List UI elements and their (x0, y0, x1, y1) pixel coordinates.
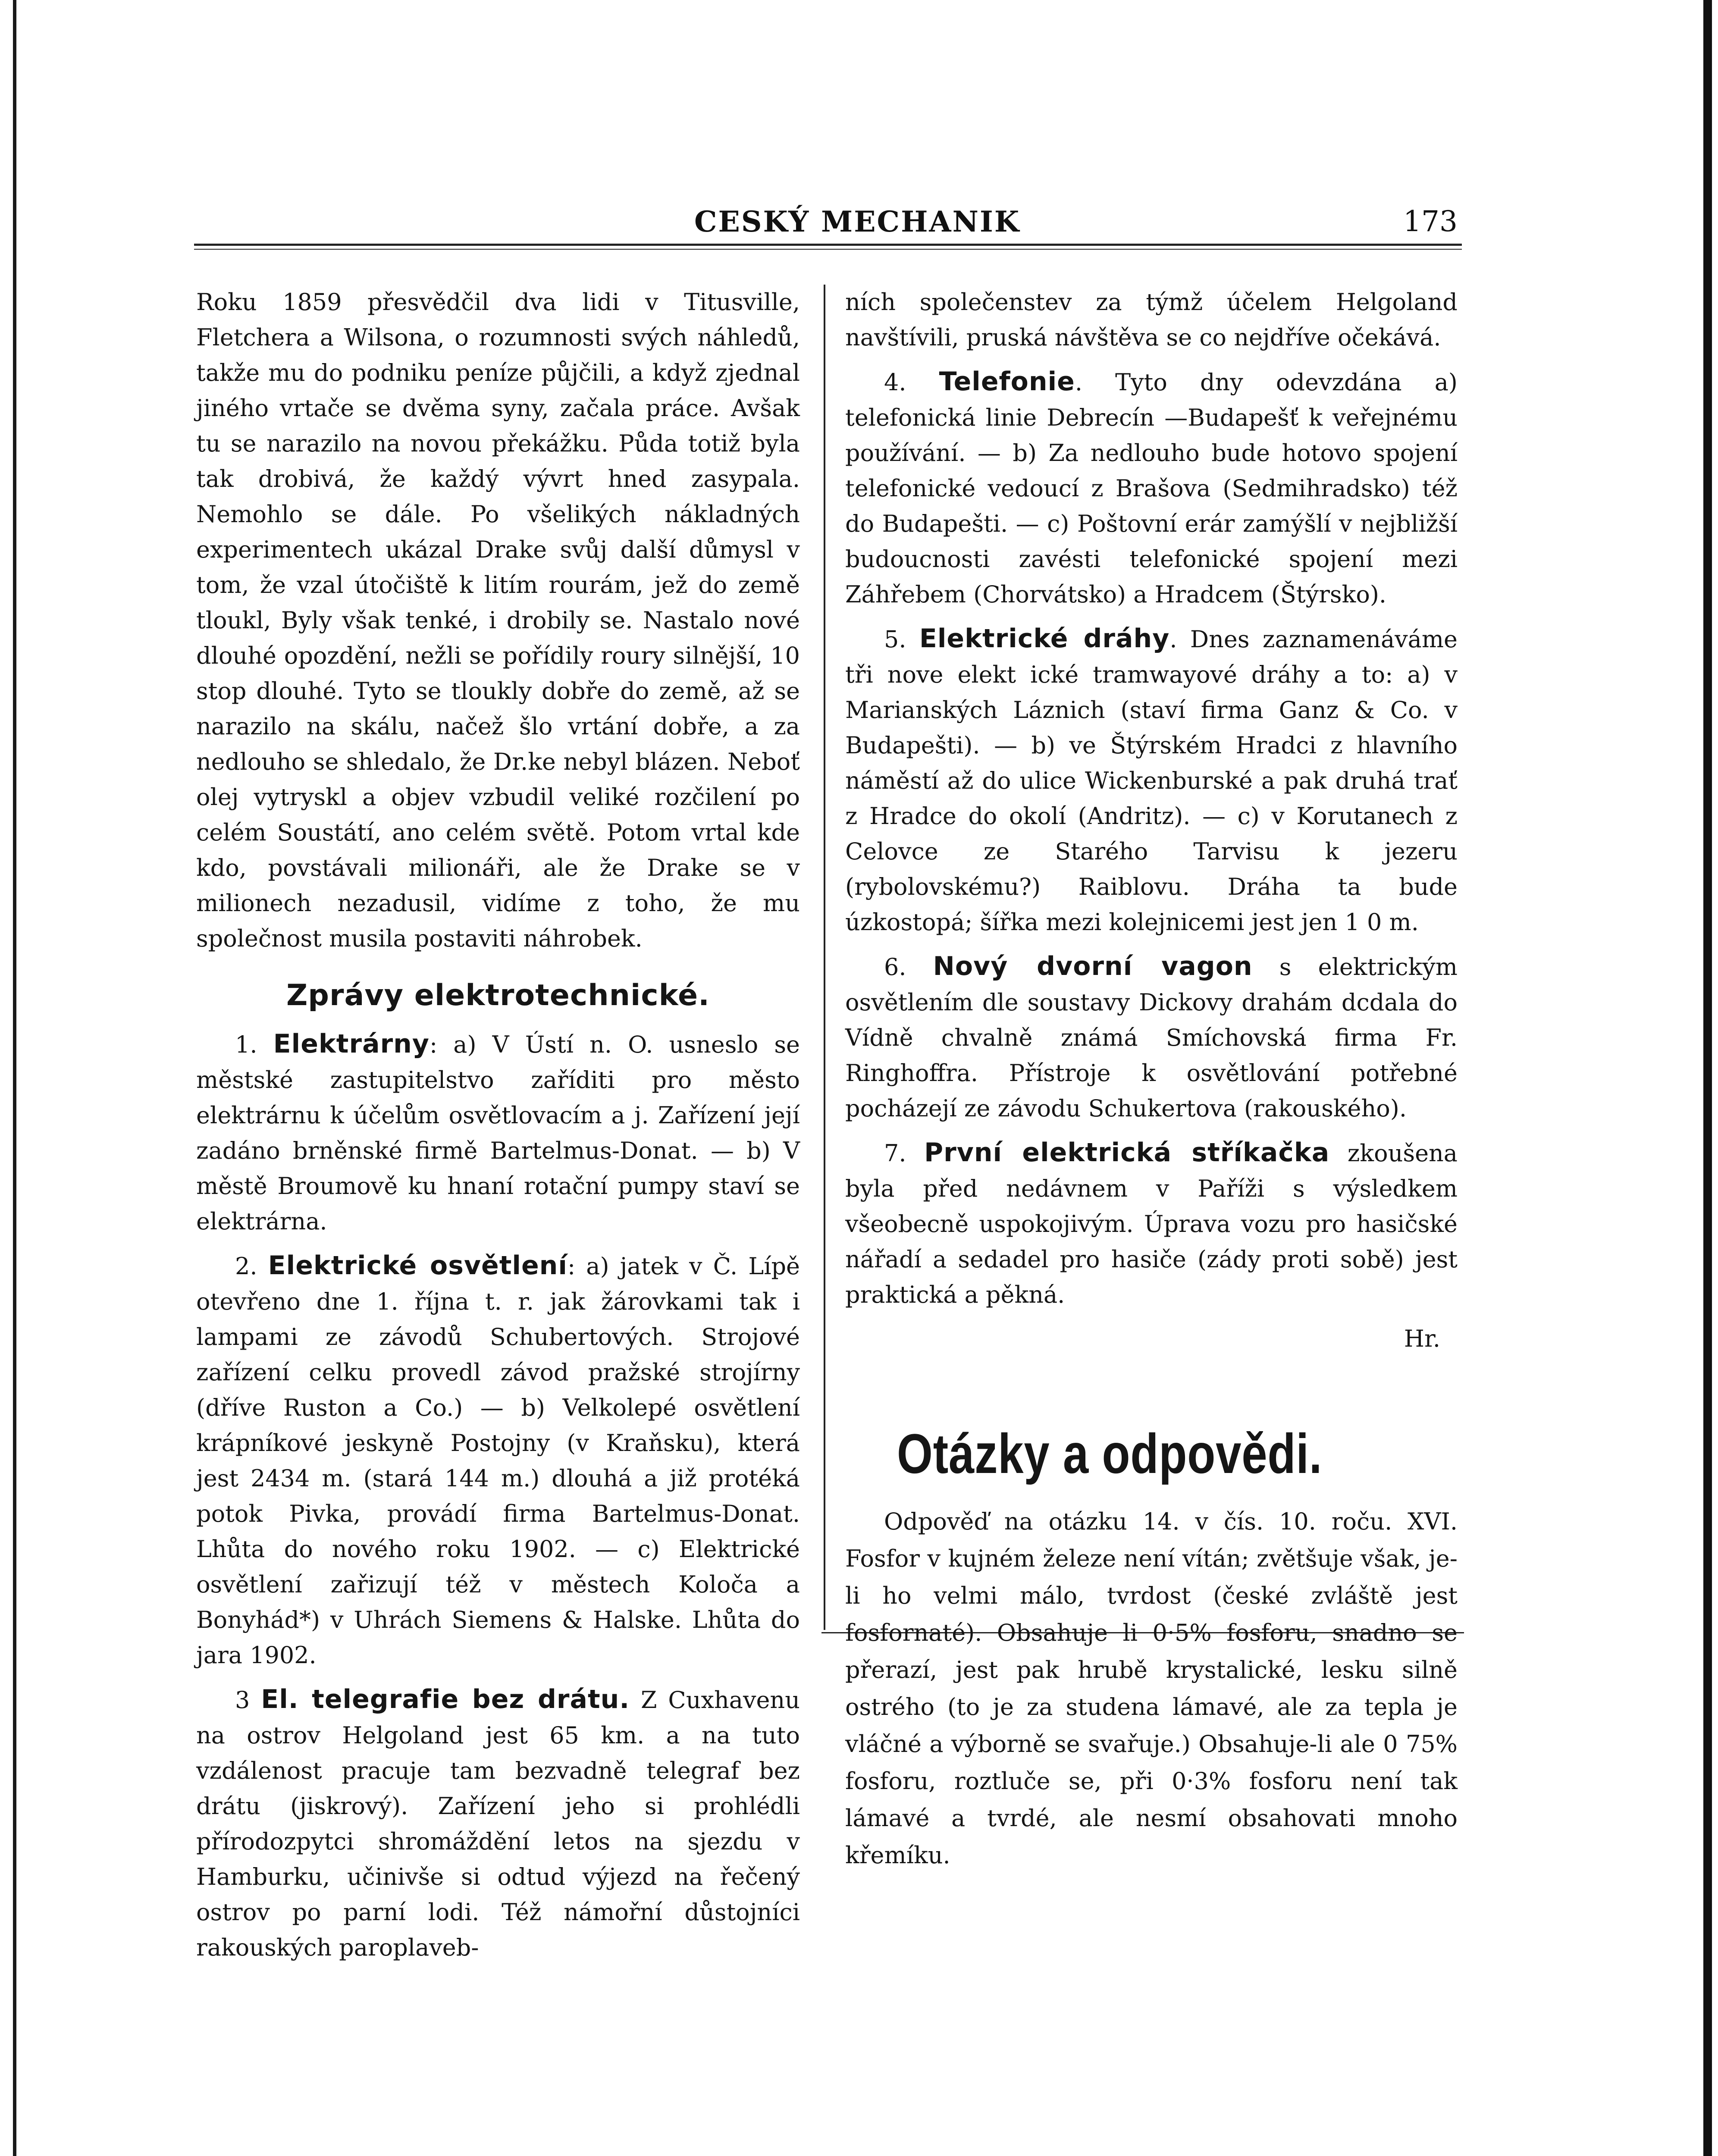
page-number: 173 (1403, 205, 1458, 238)
right-column (845, 285, 1458, 1883)
header-rule (194, 244, 1462, 246)
item-number: 6. (884, 953, 906, 981)
scan-right-edge (1703, 0, 1712, 2156)
item-text: Z Cuxhavenu na ostrov Helgoland jest 65 km. a na tuto vzdálenost pracuje tam bezvadně telegraf bez drátu (jiskrový). Zařízení jeho si prohlédli přírodozpytci shromáždění letos na sjezdu v Hamburku, učinivše si odtud výjezd na řečený ostrov po parní lodi. Též námořní důstojníci rakouských paroplaveb- (196, 1686, 800, 1961)
continuation-paragraph: ních společenstev za týmž účelem Helgoland navštívili, pruská návštěva se co nejdříve očekává. (845, 288, 1458, 351)
news-item-1 (196, 1026, 800, 1239)
item-text: : a) jatek v Č. Lípě otevřeno dne 1. října t. r. jak žárovkami tak i lampami ze závodů Schubertových. Strojové zařízení celku provedl závod pražské strojírny (dříve Ruston a Co.) — b) Velkolepé osvětlení krápníkové jeskyně Postojny (v Kraňsku), která jest 2434 m. (stará 144 m.) dlouhá a již protéká potok Pivka, provádí firma Bartelmus-Donat. Lhůta do nového roku 1902. — c) Elektrické osvětlení zařizují též v městech Koloča a Bonyhád*) v Uhrách Siemens & Halske. Lhůta do jara 1902. (196, 1253, 800, 1669)
section-heading: Zprávy elektrotechnické. (286, 978, 710, 1012)
item-number: 2. (235, 1253, 257, 1280)
item-title: El. telegrafie bez drátu. (261, 1684, 630, 1714)
item-title: Elektrárny (273, 1029, 430, 1059)
item-number: 5. (884, 626, 906, 653)
news-item-5 (845, 621, 1458, 940)
item-number: 1. (235, 1031, 257, 1058)
news-item-4 (845, 364, 1458, 612)
author-signature: Hr. (1404, 1325, 1440, 1352)
journal-title: CESKÝ MECHANIK (694, 205, 1021, 238)
scan-left-edge (13, 0, 16, 2156)
news-item-6 (845, 949, 1458, 1126)
qa-answer: Odpověď na otázku 14. v čís. 10. roču. XVI. Fosfor v kujném železe není vítán; zvětšuje však, je-li ho velmi málo, tvrdost (české zvláště jest fosfornaté). Obsahuje li 0·5% fosforu, snadno se přerazí, jest pak hrubě krystalické, lesku silně ostrého (to je za studena lámavé, ale za tepla je vláčné a výborně se svařuje.) Obsahuje-li ale 0 75% fosforu, roztluče se, při 0·3% fosforu není tak lámavé a tvrdé, ale nesmí obsahovati mnoho křemíku. (845, 1508, 1458, 1869)
item-title: Elektrické dráhy (919, 624, 1170, 654)
item-title: Elektrické osvětlení (268, 1250, 567, 1281)
item-number: 4. (884, 369, 906, 396)
news-item-3 (196, 1682, 800, 1965)
left-column (196, 285, 800, 1974)
item-text: zkoušena byla před nedávnem v Paříži s výsledkem všeobecně uspokojivým. Úprava vozu pro hasičské nářadí a sedadel pro hasiče (zády proti sobě) jest praktická a pěkná. (845, 1140, 1458, 1308)
item-number: 7. (884, 1140, 906, 1167)
header-rule-thin (194, 249, 1462, 250)
item-title: První elektrická stříkačka (924, 1138, 1330, 1168)
item-title: Telefonie (939, 367, 1075, 397)
item-number: 3 (235, 1686, 250, 1714)
intro-paragraph: Roku 1859 přesvědčil dva lidi v Titusville, Fletchera a Wilsona, o rozumnosti svých náhledů, takže mu do podniku peníze půjčili, a když zjednal jiného vrtače se dvěma syny, začala práce. Avšak tu se narazilo na novou překážku. Půda totiž byla tak drobivá, že každý vývrt hned zasypala. Nemohlo se dále. Po všelikých nákladných experimentech ukázal Drake svůj další důmysl v tom, že vzal útočiště k litím rourám, jež do země tloukl, Byly však tenké, i drobily se. Nastalo nové dlouhé opozdění, nežli se pořídily roury silnější, 10 stop dlouhé. Tyto se tloukly dobře do země, až se narazilo na skálu, načež šlo vrtání dobře, a za nedlouho se shledalo, že Dr.ke nebyl blázen. Neboť olej vytryskl a objev vzbudil veliké rozčilení po celém Soustátí, ano celém světě. Potom vrtal kde kdo, povstávali milionáři, ale že Drake se v milionech nezadusil, vidíme z toho, že mu společnost musila postaviti náhrobek. (196, 288, 800, 952)
item-text: . Tyto dny odevzdána a) telefonická linie Debrecín —Budapešť k veřejnému používání. — b) Za nedlouho bude hotovo spojení telefonické vedoucí z Brašova (Sedmihradsko) též do Budapešti. — c) Poštovní erár zamýšlí v nejbližší budoucnosti zavésti telefonické spojení mezi Záhřebem (Chorvátsko) a Hradcem (Štýrsko). (845, 369, 1458, 608)
running-header (198, 196, 1458, 244)
news-item-7 (845, 1135, 1458, 1313)
item-title: Nový dvorní vagon (933, 951, 1253, 981)
column-divider (824, 285, 825, 1630)
news-item-2 (196, 1248, 800, 1673)
item-text: s elektrickým osvětlením dle soustavy Dickovy drahám dcdala do Vídně chvalně známá Smíchovská firma Fr. Ringhoffra. Přístroje k osvětlování potřebné pocházejí ze závodu Schukertova (rakouského). (845, 953, 1458, 1122)
item-text: . Dnes zaznamenáváme tři nove elekt ické tramwayové dráhy a to: a) v Marianských Láznich (staví firma Ganz & Co. v Budapešti). — b) ve Štýrském Hradci z hlavního náměstí až do ulice Wickenburské a pak druhá trať z Hradce do okolí (Andritz). — c) v Korutanech z Celovce ze Starého Tarvisu k jezeru (rybolovskému?) Raiblovu. Dráha ta bude úzkostopá; šířka mezi kolejnicemi jest jen 1 0 m. (845, 626, 1458, 936)
item-text: : a) V Ústí n. O. usneslo se městské zastupitelstvo zaříditi pro město elektrárnu k účelům osvětlovacím a j. Zařízení její zadáno brněnské firmě Bartelmus-Donat. — b) V městě Broumově ku hnaní rotační pumpy staví se elektrárna. (196, 1031, 800, 1235)
qa-section (845, 1503, 1458, 1874)
qa-heading: Otázky a odpovědi. (897, 1422, 1323, 1485)
